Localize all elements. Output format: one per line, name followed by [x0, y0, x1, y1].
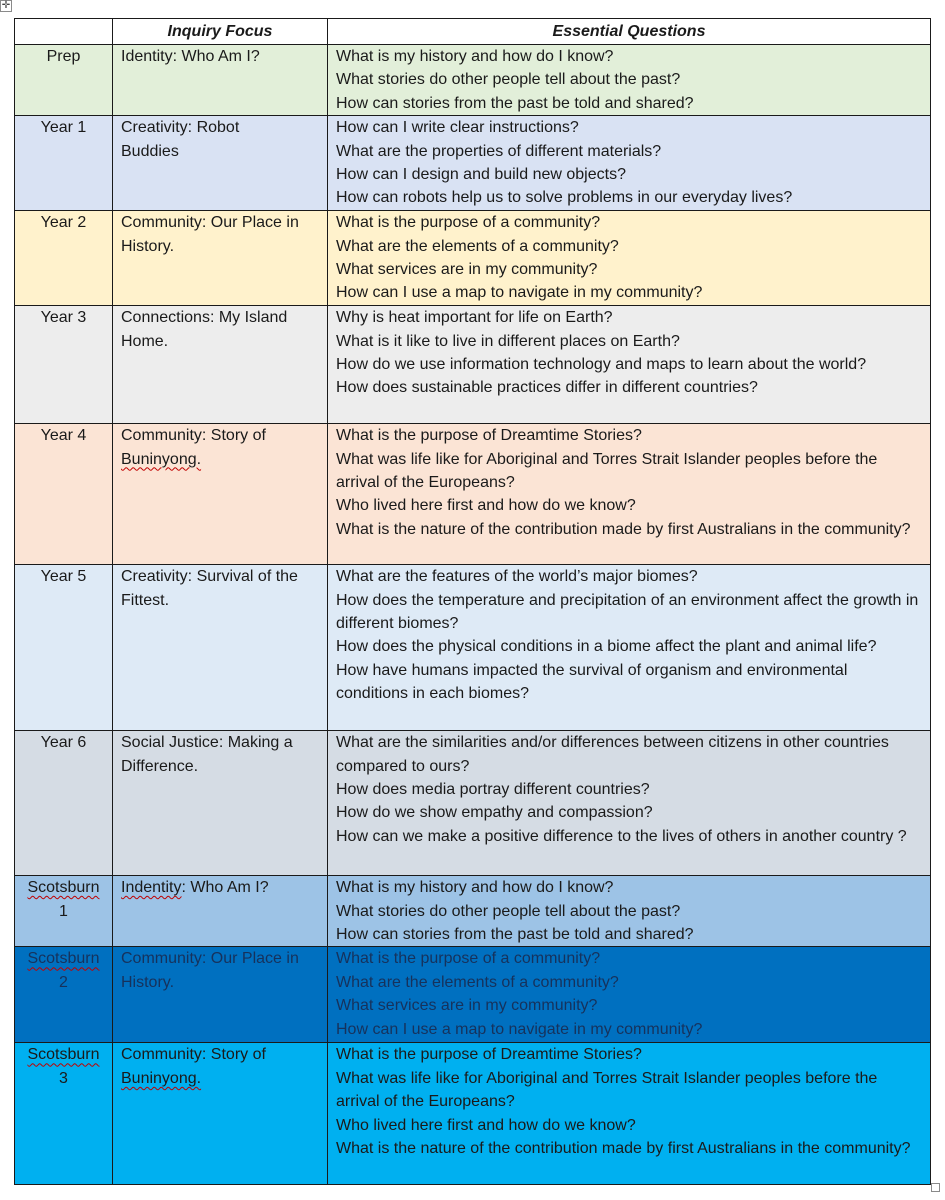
essential-question: What is my history and how do I know?: [336, 879, 614, 897]
table-move-handle-icon[interactable]: ✛: [1, 0, 11, 11]
inquiry-focus-cell: [113, 876, 328, 947]
level-cell: [15, 45, 113, 116]
level-cell: [15, 211, 113, 306]
level-label: Scotsburn: [27, 879, 100, 897]
level-cell: [15, 947, 113, 1043]
essential-question: What is the nature of the contribution made by first Australians in the community?: [336, 1140, 911, 1158]
level-label: Year 2: [40, 214, 87, 232]
essential-question: How does sustainable practices differ in different countries?: [336, 379, 758, 397]
table-resize-handle-icon[interactable]: [931, 1183, 940, 1192]
table-row: [15, 116, 931, 211]
header-level: [15, 19, 113, 45]
inquiry-focus-text-line2: Difference.: [121, 757, 199, 775]
inquiry-focus-text-line2: Buddies: [121, 142, 179, 160]
header-inquiry-focus: Inquiry Focus: [113, 19, 328, 45]
essential-question: What was life like for Aboriginal and Torres Strait Islander peoples before the arrival of the Europeans?: [336, 1069, 878, 1111]
inquiry-focus-text: Creativity: Robot: [121, 119, 240, 137]
essential-question: What is the purpose of Dreamtime Stories?: [336, 427, 642, 445]
essential-question: How does the physical conditions in a biome affect the plant and animal life?: [336, 638, 877, 656]
table-row: [15, 211, 931, 306]
level-number: 1: [59, 902, 68, 920]
essential-questions-cell: [328, 1043, 931, 1185]
essential-questions-cell: [328, 424, 931, 565]
essential-question: What services are in my community?: [336, 997, 598, 1015]
essential-question: What are the properties of different materials?: [336, 142, 662, 160]
table-header-row: [15, 19, 931, 45]
inquiry-focus-text: Identity: Who Am I?: [121, 48, 260, 65]
essential-questions-cell: [328, 45, 931, 116]
essential-question: How can stories from the past be told and shared?: [336, 926, 694, 944]
table-row: [15, 1043, 931, 1185]
inquiry-focus-text: Community: Story of: [121, 427, 266, 445]
level-cell: [15, 565, 113, 731]
inquiry-table: [14, 18, 931, 1185]
essential-question: Who lived here first and how do we know?: [336, 497, 636, 515]
level-cell: [15, 116, 113, 211]
essential-question: How have humans impacted the survival of organism and environmental conditions in each biomes?: [336, 661, 848, 703]
header-essential-questions: Essential Questions: [328, 19, 931, 45]
table-row: [15, 424, 931, 565]
inquiry-focus-cell: [113, 116, 328, 211]
level-cell: [15, 1043, 113, 1185]
level-cell: [15, 306, 113, 424]
inquiry-focus-cell: [113, 731, 328, 876]
level-cell: [15, 424, 113, 565]
level-cell: [15, 731, 113, 876]
level-label: Year 4: [40, 427, 87, 445]
inquiry-focus-text: Community: Our Place in: [121, 950, 299, 968]
inquiry-focus-text: Connections: My Island: [121, 309, 288, 327]
essential-question: How do we use information technology and maps to learn about the world?: [336, 356, 867, 374]
essential-question: How do we show empathy and compassion?: [336, 804, 653, 822]
essential-question: How can robots help us to solve problems in our everyday lives?: [336, 189, 793, 207]
inquiry-focus-text-line2: Home.: [121, 332, 169, 350]
essential-question: How can I use a map to navigate in my community?: [336, 1020, 703, 1038]
essential-question: What services are in my community?: [336, 261, 598, 279]
essential-questions-cell: [328, 211, 931, 306]
essential-question: What is the purpose of a community?: [336, 950, 601, 968]
essential-question: What is the purpose of Dreamtime Stories?: [336, 1046, 642, 1064]
inquiry-focus-cell: [113, 45, 328, 116]
essential-questions-cell: [328, 947, 931, 1043]
level-label: Year 6: [40, 734, 87, 752]
essential-question: What are the similarities and/or differences between citizens in other countries compared to ours?: [336, 734, 889, 775]
essential-question: What stories do other people tell about the past?: [336, 71, 681, 89]
essential-question: How can I use a map to navigate in my community?: [336, 284, 703, 302]
inquiry-focus-text: Indentity: Who Am I?: [121, 879, 269, 897]
essential-question: What stories do other people tell about the past?: [336, 902, 681, 920]
essential-questions-cell: [328, 565, 931, 731]
table-row: [15, 45, 931, 116]
essential-question: What is the nature of the contribution made by first Australians in the community?: [336, 520, 911, 538]
table-row: [15, 306, 931, 424]
level-number: 2: [59, 973, 68, 991]
table-row: [15, 565, 931, 731]
level-number: 3: [59, 1069, 68, 1087]
inquiry-focus-cell: [113, 424, 328, 565]
inquiry-focus-text-line2: Buninyong.: [121, 1069, 202, 1087]
essential-question: How can I write clear instructions?: [336, 119, 579, 137]
essential-question: What is it like to live in different places on Earth?: [336, 332, 680, 350]
level-label: Year 3: [40, 309, 87, 327]
essential-question: What was life like for Aboriginal and Torres Strait Islander peoples before the arrival of the Europeans?: [336, 450, 878, 492]
inquiry-focus-text-line2: History.: [121, 973, 175, 991]
essential-question: What is my history and how do I know?: [336, 48, 614, 65]
essential-question: How can we make a positive difference to the lives of others in another country ?: [336, 827, 907, 845]
essential-questions-cell: [328, 731, 931, 876]
table-row: [15, 947, 931, 1043]
inquiry-focus-cell: [113, 947, 328, 1043]
inquiry-focus-cell: [113, 1043, 328, 1185]
essential-questions-cell: [328, 876, 931, 947]
essential-question: What are the elements of a community?: [336, 237, 619, 255]
essential-question: What are the features of the world’s major biomes?: [336, 568, 698, 586]
table-row: [15, 731, 931, 876]
inquiry-focus-text: Social Justice: Making a: [121, 734, 293, 752]
level-label: Scotsburn: [27, 950, 100, 968]
level-cell: [15, 876, 113, 947]
essential-question: How can stories from the past be told and shared?: [336, 94, 694, 112]
inquiry-focus-text-line2: Buninyong.: [121, 450, 202, 468]
table-body: [15, 45, 931, 1185]
inquiry-focus-text: Community: Our Place in: [121, 214, 299, 232]
inquiry-focus-cell: [113, 211, 328, 306]
essential-questions-cell: [328, 116, 931, 211]
level-label: Prep: [46, 48, 81, 65]
inquiry-focus-text: Community: Story of: [121, 1046, 266, 1064]
table-row: [15, 876, 931, 947]
inquiry-focus-text-line2: Fittest.: [121, 591, 170, 609]
inquiry-focus-cell: [113, 565, 328, 731]
inquiry-focus-cell: [113, 306, 328, 424]
essential-question: How does media portray different countries?: [336, 781, 650, 799]
level-label: Year 5: [40, 568, 87, 586]
essential-question: How does the temperature and precipitation of an environment affect the growth in different biomes?: [336, 591, 919, 633]
level-label: Year 1: [40, 119, 87, 137]
level-label: Scotsburn: [27, 1046, 100, 1064]
essential-questions-cell: [328, 306, 931, 424]
essential-question: What are the elements of a community?: [336, 973, 619, 991]
essential-question: What is the purpose of a community?: [336, 214, 601, 232]
essential-question: How can I design and build new objects?: [336, 166, 626, 184]
inquiry-focus-text-line2: History.: [121, 237, 175, 255]
essential-question: Why is heat important for life on Earth?: [336, 309, 613, 327]
inquiry-focus-text: Creativity: Survival of the: [121, 568, 298, 586]
essential-question: Who lived here first and how do we know?: [336, 1116, 636, 1134]
